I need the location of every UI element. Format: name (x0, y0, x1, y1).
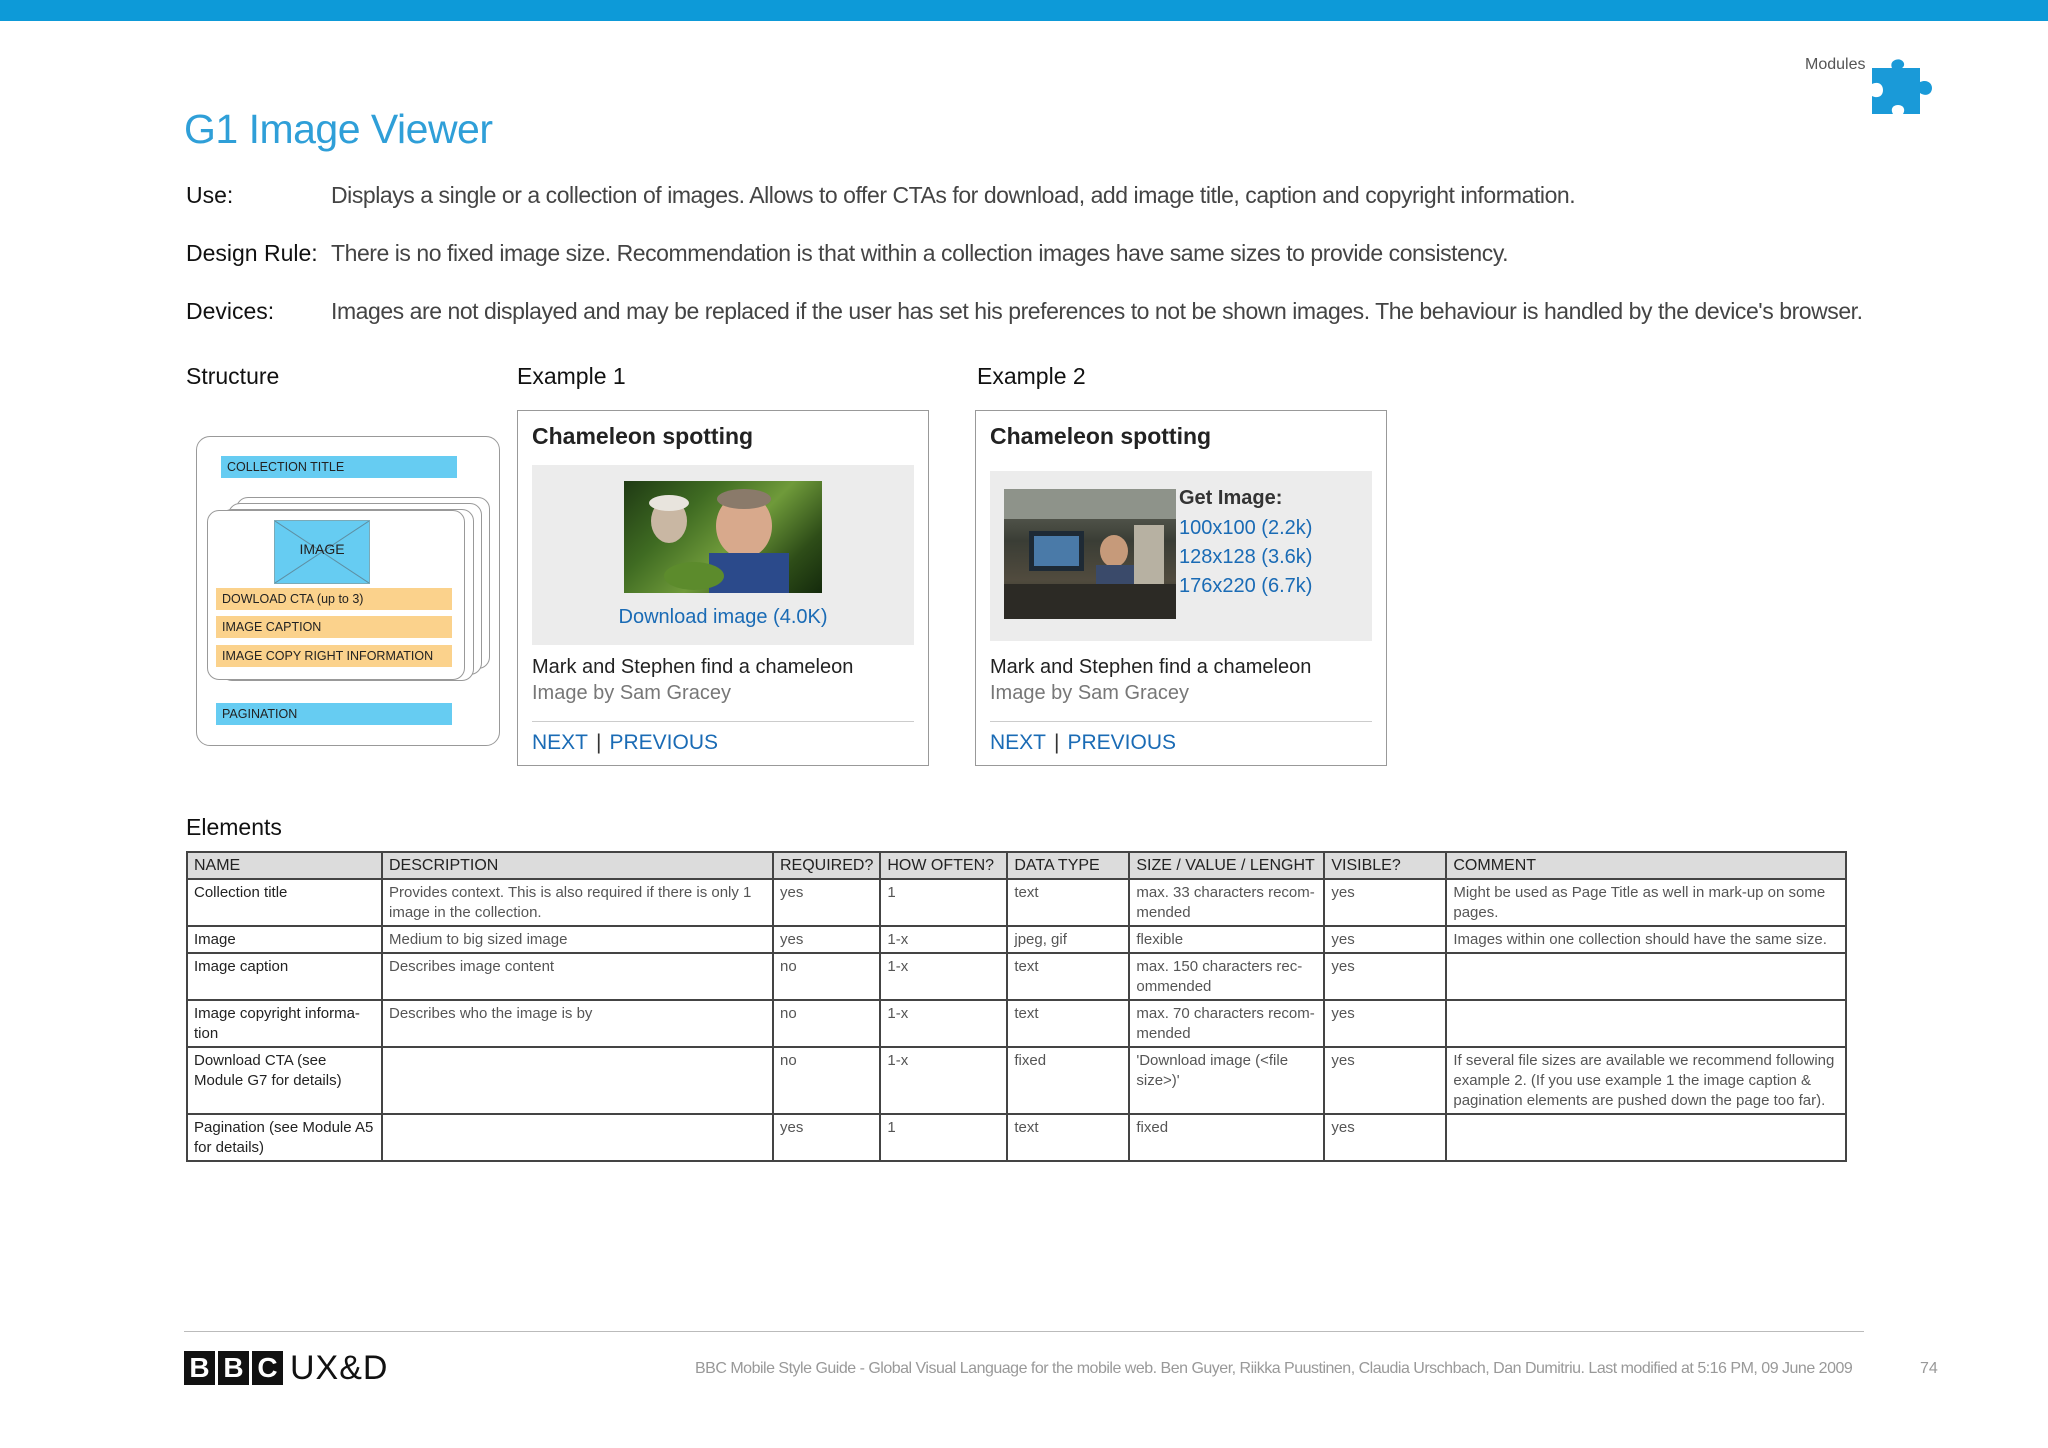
table-cell (1446, 953, 1846, 1000)
example1-image-panel (532, 465, 914, 645)
bbc-uxd-logo (184, 1350, 388, 1386)
example2-image-panel (990, 471, 1372, 641)
image-size-link-3[interactable]: 176x220 (6.7k) (1179, 575, 1313, 597)
table-cell: text (1007, 1114, 1129, 1161)
table-cell: 1 (880, 879, 1007, 926)
definition-text: Images are not displayed and may be replaced if the user has set his preferences to not be shown images. The behaviour is handled by the device's browser. (331, 298, 1863, 324)
puzzle-piece-icon (1870, 58, 1938, 116)
table-row (187, 1000, 1846, 1047)
table-cell: no (773, 953, 880, 1000)
logo-text: UX&D (290, 1348, 389, 1387)
table-cell: text (1007, 1000, 1129, 1047)
footer-credits: BBC Mobile Style Guide - Global Visual Language for the mobile web. Ben Guyer, Riikka Puustinen, Claudia Urschbach, Dan Dumitriu. Last modified at 5:16 PM, 09 June 2009 (695, 1360, 1853, 1377)
pagination-bar: PAGINATION (216, 703, 452, 725)
example2-card (975, 410, 1387, 766)
page-title: G1 Image Viewer (184, 106, 493, 152)
table-cell: yes (773, 879, 880, 926)
top-brand-bar (0, 0, 2048, 21)
table-cell: text (1007, 953, 1129, 1000)
column-header: NAME (187, 852, 382, 879)
column-header: SIZE / VALUE / LENGHT (1129, 852, 1324, 879)
next-link[interactable]: NEXT (532, 731, 589, 754)
column-header: VISIBLE? (1324, 852, 1446, 879)
example1-card (517, 410, 929, 766)
table-cell: yes (773, 1114, 880, 1161)
example2-pagination (990, 731, 1176, 755)
example1-title: Chameleon spotting (532, 423, 754, 449)
table-cell: flexible (1129, 926, 1324, 953)
table-cell: no (773, 1000, 880, 1047)
table-row (187, 1114, 1846, 1161)
example1-credit: Image by Sam Gracey (532, 682, 731, 704)
download-image-link[interactable]: Download image (4.0K) (618, 606, 828, 628)
nav-separator: | (1054, 731, 1060, 754)
example2-credit: Image by Sam Gracey (990, 682, 1189, 704)
table-cell: yes (1324, 1114, 1446, 1161)
definition-text: There is no fixed image size. Recommendation is that within a collection images have same sizes to provide consistency. (331, 240, 1509, 266)
table-cell: max. 33 characters recom-mended (1129, 879, 1324, 926)
example2-heading: Example 2 (977, 363, 1086, 389)
column-header: HOW OFTEN? (880, 852, 1007, 879)
table-cell (382, 1047, 773, 1114)
section-label: Modules (1805, 56, 1866, 73)
elements-table (186, 851, 1847, 1162)
example1-pagination (532, 731, 718, 755)
nav-separator: | (596, 731, 602, 754)
table-cell: Collection title (187, 879, 382, 926)
table-cell: Pagination (see Module A5 for details) (187, 1114, 382, 1161)
example2-title: Chameleon spotting (990, 423, 1212, 449)
table-cell: Download CTA (see Module G7 for details) (187, 1047, 382, 1114)
table-cell: Describes image content (382, 953, 773, 1000)
download-cta-bar: DOWLOAD CTA (up to 3) (216, 588, 452, 610)
collection-title-bar: COLLECTION TITLE (221, 456, 457, 478)
table-cell: 'Download image (<file size>)' (1129, 1047, 1324, 1114)
example1-heading: Example 1 (517, 363, 626, 389)
table-cell: yes (1324, 1047, 1446, 1114)
table-header-row (187, 852, 1846, 879)
table-row (187, 926, 1846, 953)
column-header: COMMENT (1446, 852, 1846, 879)
table-cell (382, 1114, 773, 1161)
image-size-link-1[interactable]: 100x100 (2.2k) (1179, 517, 1313, 539)
page-number: 74 (1920, 1360, 1938, 1377)
example2-photo (1004, 489, 1176, 619)
table-cell: Might be used as Page Title as well in mark-up on some pages. (1446, 879, 1846, 926)
example2-caption: Mark and Stephen find a chameleon (990, 656, 1312, 678)
table-cell: yes (773, 926, 880, 953)
table-cell (1446, 1000, 1846, 1047)
table-cell: Image caption (187, 953, 382, 1000)
table-cell: 1-x (880, 1047, 1007, 1114)
table-cell: 1 (880, 1114, 1007, 1161)
example2-separator (990, 721, 1372, 722)
table-cell: Image (187, 926, 382, 953)
structure-heading: Structure (186, 363, 280, 389)
table-cell: yes (1324, 879, 1446, 926)
table-cell: fixed (1129, 1114, 1324, 1161)
next-link[interactable]: NEXT (990, 731, 1047, 754)
table-cell: 1-x (880, 1000, 1007, 1047)
table-cell: Image copyright informa-tion (187, 1000, 382, 1047)
previous-link[interactable]: PREVIOUS (1067, 731, 1177, 754)
table-row (187, 953, 1846, 1000)
image-size-link-2[interactable]: 128x128 (3.6k) (1179, 546, 1313, 568)
logo-letter: B (218, 1351, 249, 1385)
table-cell (1446, 1114, 1846, 1161)
column-header: DATA TYPE (1007, 852, 1129, 879)
definition-term: Use: (186, 182, 234, 208)
previous-link[interactable]: PREVIOUS (609, 731, 719, 754)
table-cell: no (773, 1047, 880, 1114)
table-cell: jpeg, gif (1007, 926, 1129, 953)
table-cell: fixed (1007, 1047, 1129, 1114)
image-label: IMAGE (299, 541, 345, 557)
definition-text: Displays a single or a collection of images. Allows to offer CTAs for download, add image title, caption and copyright information. (331, 182, 1576, 208)
table-cell: yes (1324, 1000, 1446, 1047)
example2-photo-art (1004, 489, 1176, 619)
table-row (187, 879, 1846, 926)
table-cell: yes (1324, 926, 1446, 953)
table-cell: Describes who the image is by (382, 1000, 773, 1047)
table-cell: 1-x (880, 926, 1007, 953)
example1-separator (532, 721, 914, 722)
image-placeholder (274, 520, 370, 584)
logo-letter: C (252, 1351, 283, 1385)
example1-photo (624, 481, 822, 593)
table-cell: max. 150 characters rec-ommended (1129, 953, 1324, 1000)
footer-divider (184, 1331, 1864, 1332)
image-caption-bar: IMAGE CAPTION (216, 616, 452, 638)
get-image-label: Get Image: (1179, 487, 1283, 509)
logo-letter: B (184, 1351, 215, 1385)
table-cell: If several file sizes are available we recommend following example 2. (If you use example 1 the image caption & pagination elements are pushed down the page too far). (1446, 1047, 1846, 1114)
table-cell: max. 70 characters recom-mended (1129, 1000, 1324, 1047)
table-cell: yes (1324, 953, 1446, 1000)
column-header: DESCRIPTION (382, 852, 773, 879)
table-cell: Images within one collection should have the same size. (1446, 926, 1846, 953)
definition-term: Devices: (186, 298, 275, 324)
definition-term: Design Rule: (186, 240, 318, 266)
example1-caption: Mark and Stephen find a chameleon (532, 656, 854, 678)
table-cell: Provides context. This is also required if there is only 1 image in the collection. (382, 879, 773, 926)
column-header: REQUIRED? (773, 852, 880, 879)
table-cell: Medium to big sized image (382, 926, 773, 953)
example1-photo-art (624, 481, 822, 593)
table-cell: text (1007, 879, 1129, 926)
elements-heading: Elements (186, 814, 282, 840)
table-cell: 1-x (880, 953, 1007, 1000)
table-row (187, 1047, 1846, 1114)
copyright-bar: IMAGE COPY RIGHT INFORMATION (216, 645, 452, 667)
